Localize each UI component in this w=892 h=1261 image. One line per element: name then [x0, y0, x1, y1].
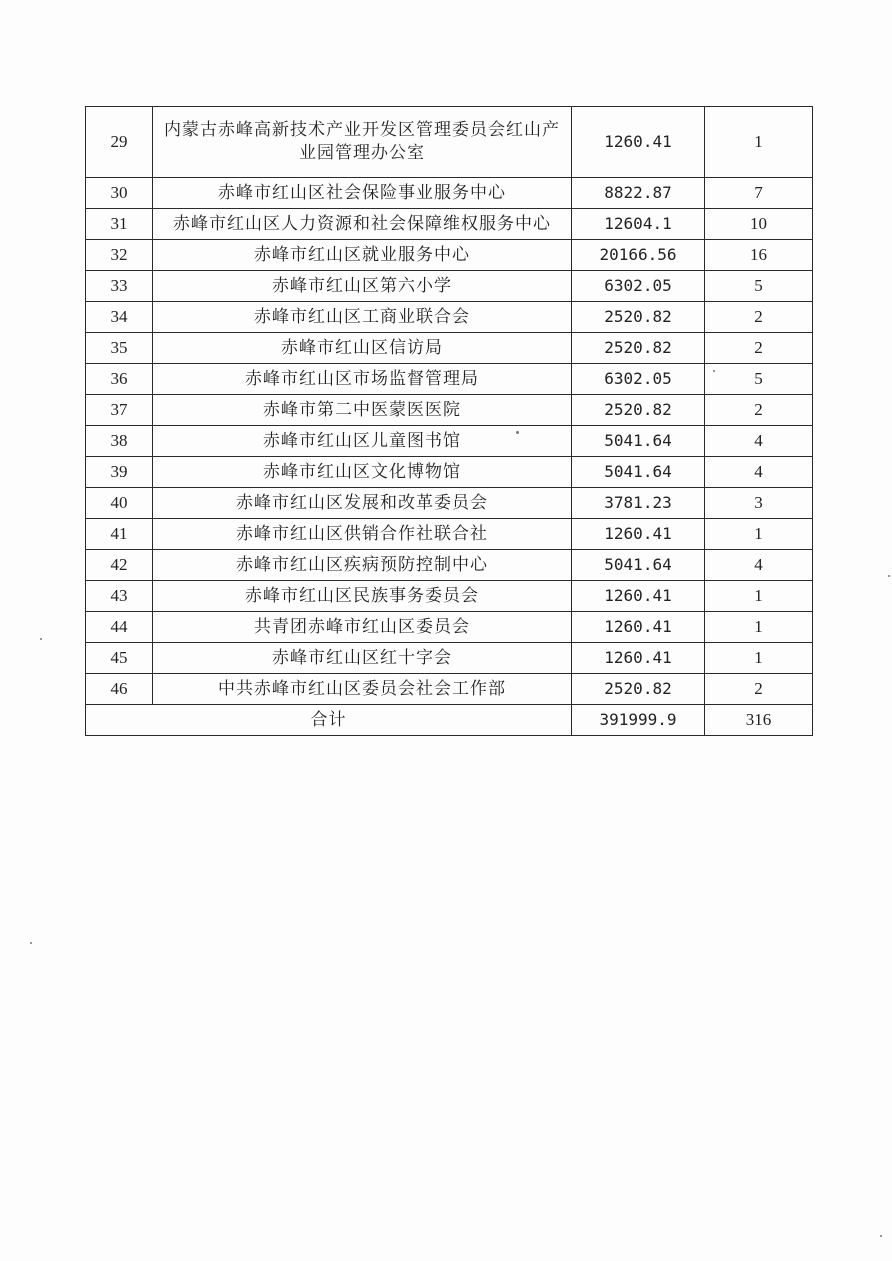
row-index: 30 — [86, 178, 153, 209]
row-index: 44 — [86, 612, 153, 643]
count-cell: 1 — [705, 643, 813, 674]
unit-name: 赤峰市红山区信访局 — [153, 333, 572, 364]
row-index: 29 — [86, 107, 153, 178]
amount-cell: 20166.56 — [572, 240, 705, 271]
table-row — [86, 271, 813, 302]
count-cell: 5 — [705, 271, 813, 302]
row-index: 45 — [86, 643, 153, 674]
unit-name: 赤峰市红山区工商业联合会 — [153, 302, 572, 333]
scan-speck — [713, 370, 715, 372]
unit-name: 赤峰市红山区民族事务委员会 — [153, 581, 572, 612]
table-row — [86, 581, 813, 612]
unit-name: 赤峰市红山区儿童图书馆 — [153, 426, 572, 457]
unit-name: 赤峰市红山区人力资源和社会保障维权服务中心 — [153, 209, 572, 240]
row-index: 40 — [86, 488, 153, 519]
table-row — [86, 364, 813, 395]
amount-cell: 1260.41 — [572, 643, 705, 674]
row-index: 35 — [86, 333, 153, 364]
total-row — [86, 705, 813, 736]
table-body — [86, 107, 813, 736]
table-row — [86, 107, 813, 178]
count-cell: 1 — [705, 581, 813, 612]
total-amount: 391999.9 — [572, 705, 705, 736]
table-row — [86, 240, 813, 271]
table-row — [86, 178, 813, 209]
count-cell: 1 — [705, 107, 813, 178]
table-row — [86, 333, 813, 364]
amount-cell: 12604.1 — [572, 209, 705, 240]
allocation-table — [85, 106, 813, 736]
amount-cell: 2520.82 — [572, 674, 705, 705]
table-row — [86, 457, 813, 488]
table-row — [86, 612, 813, 643]
table-row — [86, 302, 813, 333]
count-cell: 10 — [705, 209, 813, 240]
table-row — [86, 395, 813, 426]
row-index: 38 — [86, 426, 153, 457]
count-cell: 7 — [705, 178, 813, 209]
row-index: 31 — [86, 209, 153, 240]
unit-name: 赤峰市红山区市场监督管理局 — [153, 364, 572, 395]
unit-name: 赤峰市红山区发展和改革委员会 — [153, 488, 572, 519]
amount-cell: 3781.23 — [572, 488, 705, 519]
count-cell: 4 — [705, 457, 813, 488]
scan-speck — [888, 575, 890, 577]
amount-cell: 1260.41 — [572, 519, 705, 550]
scan-speck — [880, 1235, 882, 1237]
amount-cell: 6302.05 — [572, 271, 705, 302]
table-row — [86, 488, 813, 519]
amount-cell: 8822.87 — [572, 178, 705, 209]
count-cell: 5 — [705, 364, 813, 395]
unit-name: 赤峰市红山区第六小学 — [153, 271, 572, 302]
row-index: 32 — [86, 240, 153, 271]
count-cell: 16 — [705, 240, 813, 271]
amount-cell: 1260.41 — [572, 612, 705, 643]
unit-name: 内蒙古赤峰高新技术产业开发区管理委员会红山产业园管理办公室 — [153, 107, 572, 178]
scan-speck — [30, 942, 32, 944]
unit-name: 中共赤峰市红山区委员会社会工作部 — [153, 674, 572, 705]
amount-cell: 2520.82 — [572, 333, 705, 364]
unit-name: 赤峰市红山区供销合作社联合社 — [153, 519, 572, 550]
amount-cell: 6302.05 — [572, 364, 705, 395]
row-index: 37 — [86, 395, 153, 426]
unit-name: 赤峰市红山区疾病预防控制中心 — [153, 550, 572, 581]
table-row — [86, 426, 813, 457]
scan-speck — [40, 638, 42, 640]
total-count: 316 — [705, 705, 813, 736]
row-index: 33 — [86, 271, 153, 302]
table-row — [86, 643, 813, 674]
count-cell: 4 — [705, 550, 813, 581]
row-index: 46 — [86, 674, 153, 705]
scan-speck — [516, 431, 519, 434]
count-cell: 4 — [705, 426, 813, 457]
row-index: 41 — [86, 519, 153, 550]
amount-cell: 5041.64 — [572, 426, 705, 457]
unit-name: 赤峰市第二中医蒙医医院 — [153, 395, 572, 426]
unit-name: 赤峰市红山区文化博物馆 — [153, 457, 572, 488]
row-index: 34 — [86, 302, 153, 333]
count-cell: 2 — [705, 674, 813, 705]
table-row — [86, 550, 813, 581]
row-index: 39 — [86, 457, 153, 488]
count-cell: 1 — [705, 612, 813, 643]
amount-cell: 2520.82 — [572, 302, 705, 333]
count-cell: 1 — [705, 519, 813, 550]
count-cell: 2 — [705, 395, 813, 426]
unit-name: 赤峰市红山区就业服务中心 — [153, 240, 572, 271]
row-index: 42 — [86, 550, 153, 581]
amount-cell: 2520.82 — [572, 395, 705, 426]
table-row — [86, 209, 813, 240]
row-index: 43 — [86, 581, 153, 612]
total-label: 合计 — [86, 705, 572, 736]
count-cell: 3 — [705, 488, 813, 519]
row-index: 36 — [86, 364, 153, 395]
count-cell: 2 — [705, 333, 813, 364]
count-cell: 2 — [705, 302, 813, 333]
unit-name: 赤峰市红山区红十字会 — [153, 643, 572, 674]
unit-name: 共青团赤峰市红山区委员会 — [153, 612, 572, 643]
amount-cell: 1260.41 — [572, 107, 705, 178]
amount-cell: 1260.41 — [572, 581, 705, 612]
table-row — [86, 519, 813, 550]
unit-name: 赤峰市红山区社会保险事业服务中心 — [153, 178, 572, 209]
amount-cell: 5041.64 — [572, 550, 705, 581]
amount-cell: 5041.64 — [572, 457, 705, 488]
table-row — [86, 674, 813, 705]
